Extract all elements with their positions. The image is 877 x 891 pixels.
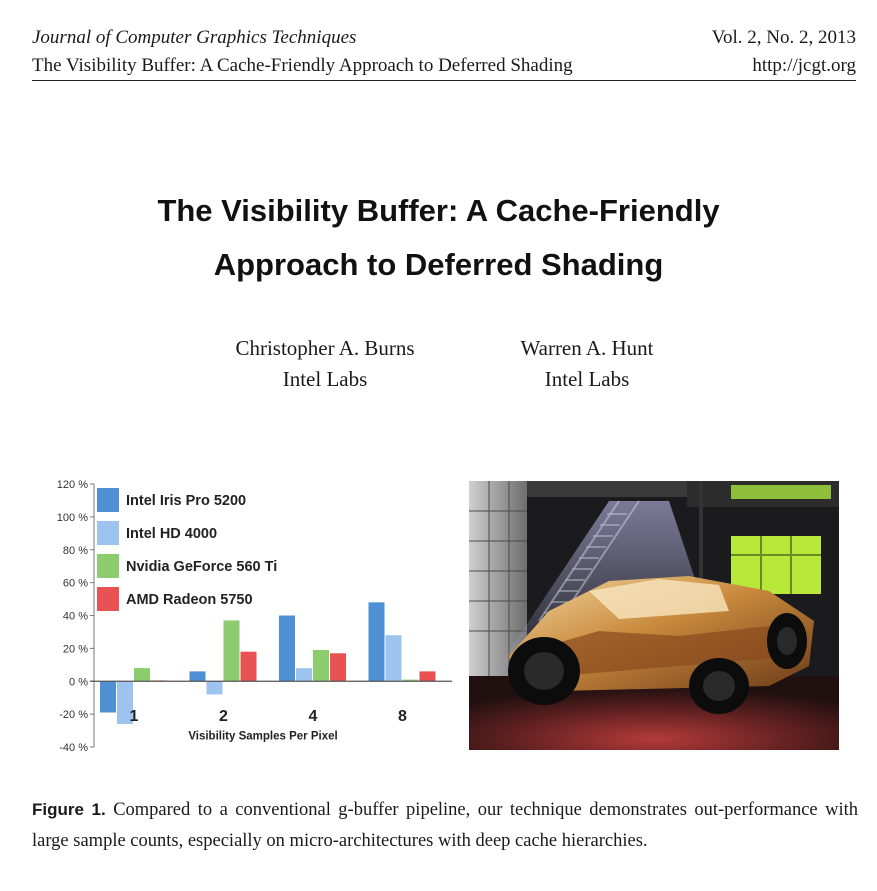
author-block-2 [472, 333, 702, 395]
bar-2-2 [313, 650, 329, 681]
figure-caption [32, 794, 858, 857]
y-tick-label: 0 % [69, 676, 88, 689]
legend-label: AMD Radeon 5750 [126, 592, 253, 608]
legend-swatch [97, 521, 119, 545]
y-tick-label: -20 % [59, 709, 88, 722]
car-render-illustration [469, 481, 839, 750]
y-tick-label: 120 % [56, 479, 88, 491]
legend-label: Intel HD 4000 [126, 526, 218, 542]
running-title: The Visibility Buffer: A Cache-Friendly Approach to Deferred Shading [32, 55, 573, 76]
y-tick-label: 60 % [62, 577, 88, 590]
author-name: Warren A. Hunt [520, 336, 654, 360]
bar-1-0 [190, 671, 206, 681]
x-category-label: 2 [219, 708, 228, 726]
y-tick-label: -40 % [59, 742, 88, 754]
bar-1-3 [241, 652, 257, 682]
volume-info: Vol. 2, No. 2, 2013 [711, 27, 856, 48]
figure-caption-text: Compared to a conventional g-buffer pipeline, our technique demonstrates out-performance with large sample counts, especially on micro-architectures with deep cache hierarchies. [32, 800, 858, 851]
x-category-label: 8 [398, 708, 407, 726]
journal-name: Journal of Computer Graphics Techniques [32, 27, 357, 48]
rendered-scene-image [469, 481, 839, 750]
y-tick-label: 80 % [62, 544, 88, 557]
bar-2-3 [330, 653, 346, 681]
bar-1-2 [224, 620, 240, 681]
author-affiliation: Intel Labs [544, 367, 630, 391]
bar-2-1 [296, 668, 312, 681]
paper-title-line-2: Approach to Deferred Shading [213, 247, 664, 282]
bar-3-1 [386, 635, 402, 681]
figure-label: Figure 1. [32, 800, 106, 819]
bar-0-0 [100, 681, 116, 712]
author-affiliation: Intel Labs [282, 367, 368, 391]
y-tick-label: 20 % [62, 643, 88, 656]
x-axis-label: Visibility Samples Per Pixel [188, 730, 338, 743]
paper-title [0, 184, 877, 292]
legend-label: Intel Iris Pro 5200 [126, 493, 247, 509]
performance-bar-chart [20, 474, 460, 759]
bar-1-1 [207, 681, 223, 694]
paper-title-line-1: The Visibility Buffer: A Cache-Friendly [157, 193, 720, 228]
bar-3-3 [420, 671, 436, 681]
bar-0-2 [134, 668, 150, 681]
legend-swatch [97, 587, 119, 611]
x-category-label: 1 [129, 708, 139, 726]
journal-url-link[interactable]: http://jcgt.org [752, 55, 856, 76]
y-tick-label: 40 % [62, 610, 88, 623]
bar-2-0 [279, 616, 295, 682]
header-rule [32, 80, 856, 81]
y-tick-label: 100 % [56, 511, 88, 524]
bar-3-0 [369, 602, 385, 681]
author-name: Christopher A. Burns [235, 336, 415, 360]
x-category-label: 4 [308, 708, 318, 726]
legend-label: Nvidia GeForce 560 Ti [126, 559, 278, 575]
legend-swatch [97, 488, 119, 512]
legend-swatch [97, 554, 119, 578]
author-block-1 [205, 333, 445, 395]
